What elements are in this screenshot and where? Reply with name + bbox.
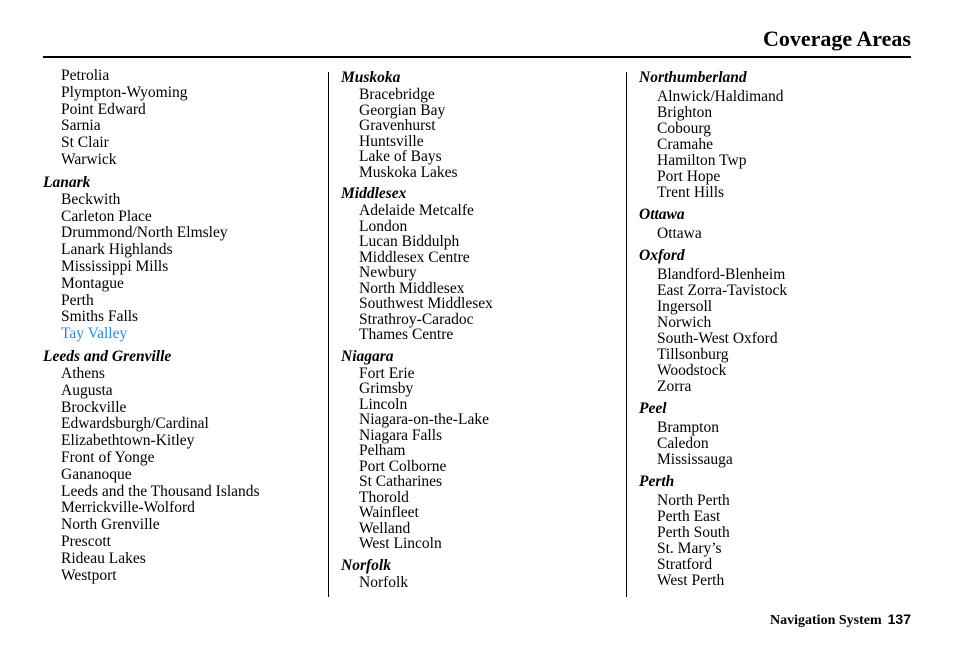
page-number: 137 bbox=[887, 611, 911, 627]
area-item: Port Hope bbox=[657, 168, 721, 185]
area-item: Brighton bbox=[657, 104, 713, 121]
region-section bbox=[43, 173, 318, 343]
area-item: Welland bbox=[359, 519, 411, 537]
region-heading: Norfolk bbox=[341, 556, 391, 574]
region-section bbox=[341, 184, 621, 343]
area-item: Warwick bbox=[61, 150, 117, 168]
area-item: Leeds and the Thousand Islands bbox=[61, 482, 260, 500]
area-item: Wainfleet bbox=[359, 504, 419, 521]
area-item: Montague bbox=[61, 274, 124, 292]
area-item: Gravenhurst bbox=[359, 117, 436, 134]
area-item: Stratford bbox=[657, 556, 713, 573]
area-item: St. Mary’s bbox=[657, 540, 722, 557]
area-item: East Zorra-Tavistock bbox=[657, 282, 788, 299]
area-item: Pelham bbox=[359, 442, 406, 459]
area-item: Rideau Lakes bbox=[61, 549, 146, 567]
area-item: Woodstock bbox=[657, 362, 727, 379]
area-item: Mississauga bbox=[657, 451, 733, 468]
column-2 bbox=[341, 68, 621, 594]
area-item: Plympton-Wyoming bbox=[61, 83, 188, 101]
area-item: Brampton bbox=[657, 419, 719, 436]
region-section bbox=[43, 68, 318, 169]
area-item: Perth bbox=[61, 291, 94, 309]
column-1 bbox=[43, 68, 318, 588]
area-item: Merrickville-Wolford bbox=[61, 499, 195, 517]
area-item: Prescott bbox=[61, 532, 111, 550]
region-heading: Middlesex bbox=[341, 185, 407, 202]
area-item: Ingersoll bbox=[657, 298, 713, 315]
area-item: Zorra bbox=[657, 378, 692, 395]
area-item: Mississippi Mills bbox=[61, 257, 169, 275]
area-item: Niagara-on-the-Lake bbox=[359, 411, 489, 428]
area-item: Gananoque bbox=[61, 465, 132, 483]
area-item: Athens bbox=[61, 364, 105, 382]
area-item: Thames Centre bbox=[359, 326, 454, 343]
region-heading: Peel bbox=[639, 400, 667, 417]
area-item: Front of Yonge bbox=[61, 448, 155, 466]
area-item: Ottawa bbox=[657, 225, 702, 242]
area-item: Carleton Place bbox=[61, 207, 152, 225]
region-heading: Muskoka bbox=[341, 69, 401, 86]
area-item: Edwardsburgh/Cardinal bbox=[61, 415, 209, 433]
region-heading: Lanark bbox=[43, 173, 91, 191]
area-item: Grimsby bbox=[359, 380, 414, 397]
area-item: Petrolia bbox=[61, 67, 110, 84]
region-heading: Ottawa bbox=[639, 206, 685, 223]
region-section bbox=[341, 347, 621, 552]
area-item: Point Edward bbox=[61, 100, 146, 118]
area-item: Norwich bbox=[657, 314, 712, 331]
area-item: Alnwick/Haldimand bbox=[657, 88, 784, 105]
area-item: Perth East bbox=[657, 508, 721, 525]
area-item: Brockville bbox=[61, 398, 127, 416]
region-section bbox=[639, 246, 919, 395]
area-item: Smiths Falls bbox=[61, 308, 139, 326]
region-section bbox=[639, 472, 919, 589]
area-item: Newbury bbox=[359, 264, 417, 281]
area-item: Beckwith bbox=[61, 190, 121, 208]
area-item: Southwest Middlesex bbox=[359, 295, 493, 312]
area-item: St Clair bbox=[61, 134, 109, 152]
region-section bbox=[639, 399, 919, 468]
area-item: North Middlesex bbox=[359, 279, 465, 297]
area-item: Muskoka Lakes bbox=[359, 163, 458, 181]
region-heading: Niagara bbox=[341, 347, 394, 365]
area-item: Drummond/North Elmsley bbox=[61, 224, 228, 242]
region-heading: Leeds and Grenville bbox=[43, 347, 172, 365]
area-item: Adelaide Metcalfe bbox=[359, 202, 474, 219]
region-heading: Oxford bbox=[639, 247, 685, 264]
area-item: Westport bbox=[61, 566, 117, 584]
area-item: Lanark Highlands bbox=[61, 241, 173, 259]
region-section bbox=[341, 68, 621, 180]
area-link[interactable]: Tay Valley bbox=[61, 325, 128, 343]
area-item: North Grenville bbox=[61, 516, 160, 534]
header-rule bbox=[43, 56, 911, 58]
area-item: North Perth bbox=[657, 492, 730, 509]
region-heading: Northumberland bbox=[639, 69, 747, 86]
column-3 bbox=[639, 68, 919, 593]
area-item: Cramahe bbox=[657, 136, 713, 153]
area-item: Trent Hills bbox=[657, 184, 725, 201]
area-item: Port Colborne bbox=[359, 457, 447, 475]
area-item: Lake of Bays bbox=[359, 148, 442, 165]
area-item: Elizabethtown-Kitley bbox=[61, 432, 195, 450]
area-item: Norfolk bbox=[359, 573, 409, 591]
area-item: West Perth bbox=[657, 572, 725, 589]
area-item: Georgian Bay bbox=[359, 101, 446, 119]
area-item: Strathroy-Caradoc bbox=[359, 310, 474, 328]
area-item: Augusta bbox=[61, 381, 113, 399]
area-item: Lucan Biddulph bbox=[359, 233, 460, 250]
region-section bbox=[341, 556, 621, 591]
area-item: Caledon bbox=[657, 435, 709, 452]
area-item: Perth South bbox=[657, 524, 730, 541]
area-item: Tillsonburg bbox=[657, 346, 729, 363]
region-section bbox=[43, 347, 318, 584]
page-footer bbox=[770, 609, 911, 631]
area-item: West Lincoln bbox=[359, 535, 442, 552]
area-item: Bracebridge bbox=[359, 86, 435, 103]
column-divider-1 bbox=[328, 72, 329, 597]
area-item: Lincoln bbox=[359, 395, 408, 413]
area-item: Thorold bbox=[359, 488, 409, 506]
area-item: South-West Oxford bbox=[657, 330, 778, 347]
area-item: St Catharines bbox=[359, 473, 443, 490]
area-item: Fort Erie bbox=[359, 364, 415, 382]
area-item: Huntsville bbox=[359, 132, 424, 150]
area-item: Blandford-Blenheim bbox=[657, 266, 786, 283]
area-item: Middlesex Centre bbox=[359, 248, 470, 266]
region-section bbox=[639, 68, 919, 201]
region-heading: Perth bbox=[639, 473, 675, 490]
footer-label: Navigation System bbox=[770, 613, 882, 628]
area-item: Hamilton Twp bbox=[657, 152, 747, 169]
area-item: London bbox=[359, 217, 408, 235]
area-item: Sarnia bbox=[61, 117, 101, 135]
area-item: Cobourg bbox=[657, 120, 711, 137]
area-item: Niagara Falls bbox=[359, 426, 443, 444]
region-section bbox=[639, 205, 919, 242]
column-divider-2 bbox=[626, 72, 627, 597]
page-title: Coverage Areas bbox=[762, 26, 911, 51]
